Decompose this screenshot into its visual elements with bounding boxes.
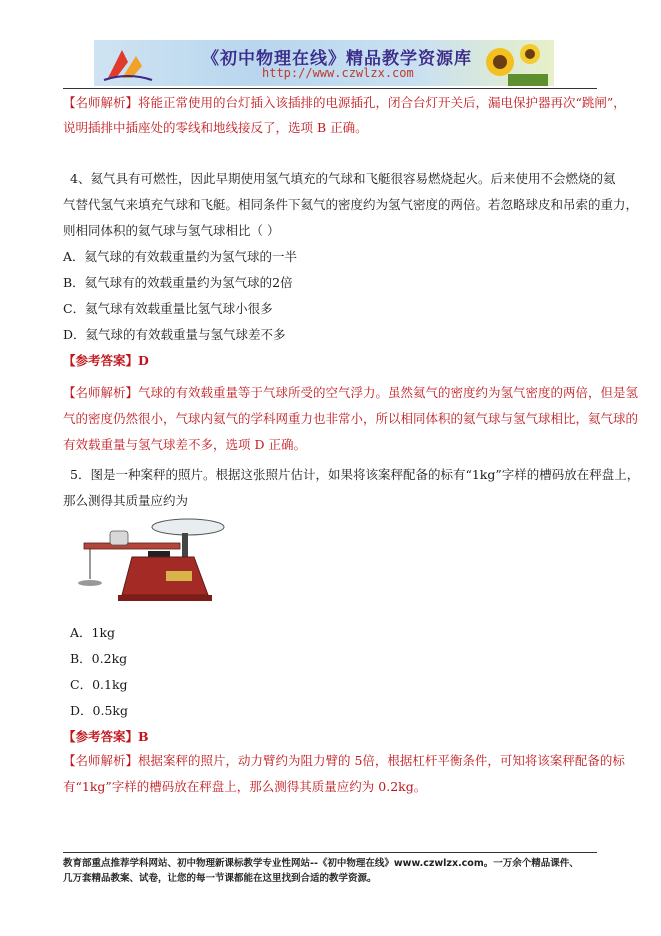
q3-analysis-line2: 说明插排中插座处的零线和地线接反了，选项 B 正确。 <box>63 120 368 135</box>
q5-analysis-line1: 【名师解析】根据案秤的照片，动力臂约为阻力臂的 5倍，根据杠杆平衡条件，可知将该案秤配备的标 <box>63 753 625 768</box>
q5-option-b: B．0.2kg <box>70 651 128 666</box>
site-logo-icon <box>102 44 154 82</box>
sunflower-icon <box>478 40 548 86</box>
q4-option-b: B．氦气球有的效载重量约为氢气球的2倍 <box>63 275 293 290</box>
q4-analysis-line2: 气的密度仍然很小，气球内氦气的学科网重力也非常小，所以相同体积的氦气球与氢气球相比，氦气球的 <box>63 411 639 426</box>
header-rule <box>63 88 597 89</box>
q5-option-d: D．0.5kg <box>70 703 128 718</box>
q5-analysis-line2: 有“1kg”字样的槽码放在秤盘上，那么测得其质量应约为 0.2kg。 <box>63 779 427 794</box>
q5-option-a: A．1kg <box>70 625 116 640</box>
q5-answer: 【参考答案】B <box>63 729 149 744</box>
q4-answer: 【参考答案】D <box>63 353 149 368</box>
q5-stem-line1: 5．图是一种案秤的照片。根据这张照片估计，如果将该案秤配备的标有“1kg”字样的槽码放在秤盘上， <box>70 467 640 482</box>
footer-line1: 教育部重点推荐学科网站、初中物理新课标教学专业性网站--《初中物理在线》www.czwlzx.com。一万余个精品课件、 <box>63 858 579 869</box>
banner-title: 《初中物理在线》精品教学资源库 <box>202 49 472 69</box>
q4-analysis-line1: 【名师解析】气球的有效载重量等于气球所受的空气浮力。虽然氦气的密度约为氢气密度的两倍，但是氢 <box>63 385 639 400</box>
header-banner <box>94 40 554 86</box>
q4-stem-line1: 4、氦气具有可燃性，因此早期使用氢气填充的气球和飞艇很容易燃烧起火。后来使用不会燃烧的氦 <box>70 171 616 186</box>
q4-stem-line2: 气替代氢气来填充气球和飞艇。相同条件下氦气的密度约为氢气密度的两倍。若忽略球皮和吊索的重力， <box>63 197 639 212</box>
footer-line2: 几万套精品教案、试卷，让您的每一节课都能在这里找到合适的教学资源。 <box>63 873 377 884</box>
q4-stem-line3: 则相同体积的氦气球与氢气球相比（ ） <box>63 223 280 238</box>
footer-rule <box>63 852 597 853</box>
banner-url[interactable]: http://www.czwlzx.com <box>262 66 414 80</box>
platform-scale-photo <box>70 513 230 613</box>
q3-analysis-line1: 【名师解析】将能正常使用的台灯插入该插排的电源插孔，闭合台灯开关后，漏电保护器再次“跳闸”， <box>63 95 626 110</box>
q4-analysis-line3: 有效载重量与氢气球差不多，选项 D 正确。 <box>63 437 306 452</box>
q5-stem-line2: 那么测得其质量应约为 <box>63 493 189 508</box>
q4-option-a: A．氦气球的有效载重量约为氢气球的一半 <box>63 249 298 264</box>
q5-option-c: C．0.1kg <box>70 677 128 692</box>
q4-option-d: D．氦气球的有效载重量与氢气球差不多 <box>63 327 286 342</box>
q4-option-c: C．氦气球有效载重量比氢气球小很多 <box>63 301 273 316</box>
